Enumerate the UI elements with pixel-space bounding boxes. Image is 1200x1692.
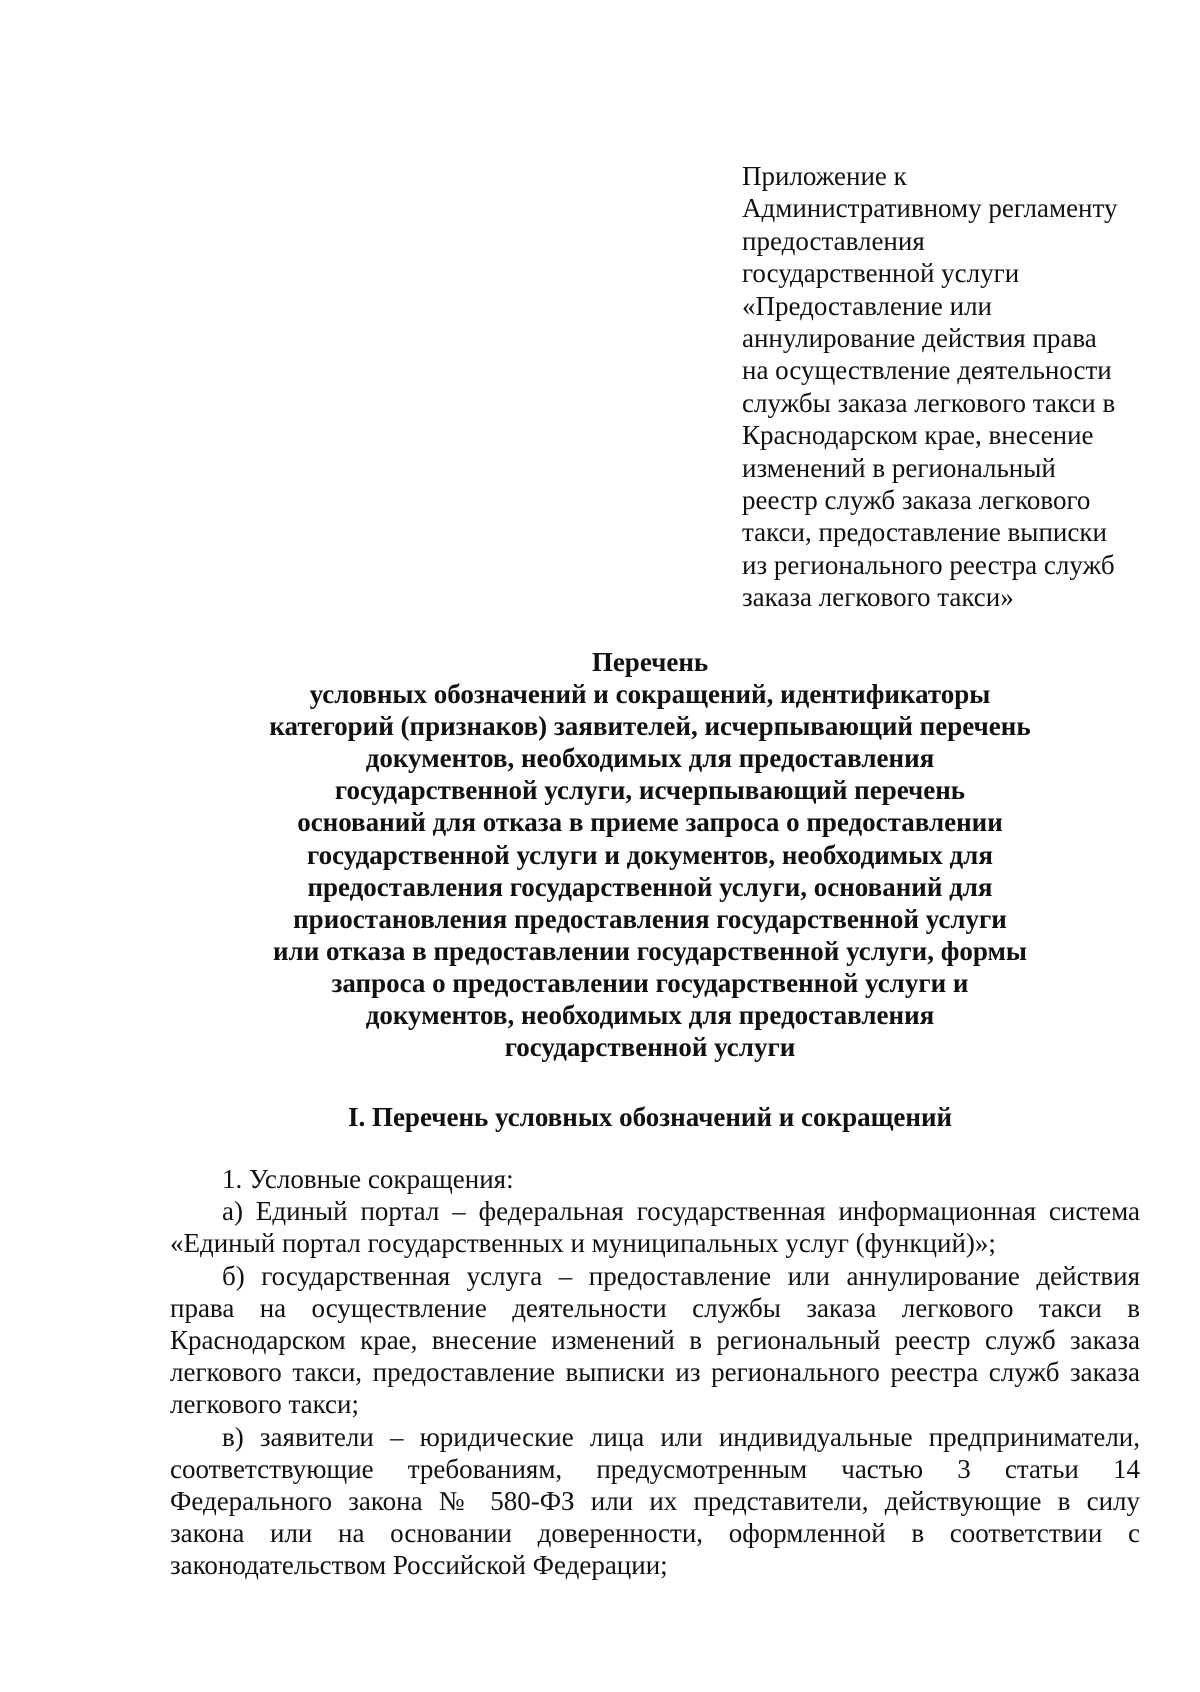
appendix-line: Административному регламенту — [742, 193, 1118, 224]
title-line: Перечень — [591, 647, 709, 677]
title-line: документов, необходимых для предоставления — [365, 743, 935, 774]
title-line: государственной услуги, исчерпывающий перечень — [334, 775, 966, 806]
appendix-line: из регионального реестра служб — [742, 549, 1115, 580]
appendix-line: государственной услуги — [742, 258, 1020, 289]
appendix-line: заказа легкового такси» — [742, 582, 1014, 613]
title-line: условных обозначений и сокращений, идентификаторы — [309, 679, 991, 710]
paragraph-line: права на осуществление деятельности службы заказа легкового такси в — [170, 1292, 1140, 1323]
appendix-line: Краснодарском крае, внесение — [742, 420, 1094, 451]
title-line: государственной услуги — [504, 1032, 796, 1063]
title-line: приостановления предоставления государственной услуги — [293, 903, 1007, 934]
title-line: или отказа в предоставлении государственной услуги, формы — [272, 935, 1027, 966]
title-line: запроса о предоставлении государственной услуги и — [331, 967, 969, 998]
appendix-line: предоставления — [742, 225, 925, 256]
paragraph-line: Федерального закона № 580-ФЗ или их представители, действующие в силу — [170, 1485, 1140, 1516]
title-line: государственной услуги и документов, необходимых для — [307, 839, 993, 870]
title-line: категорий (признаков) заявителей, исчерпывающий перечень — [269, 711, 1031, 742]
title-line: предоставления государственной услуги, оснований для — [307, 871, 993, 902]
paragraph-line: легкового такси, предоставление выписки из регионального реестра служб заказа — [170, 1357, 1140, 1388]
title-line: документов, необходимых для предоставления — [365, 1000, 935, 1031]
appendix-header — [742, 160, 1162, 614]
paragraph-line: а) Единый портал – федеральная государственная информационная система — [222, 1196, 1140, 1227]
document-title — [170, 646, 1130, 1063]
paragraph-line: Краснодарском крае, внесение изменений в региональный реестр служб заказа — [170, 1324, 1140, 1355]
paragraph-line: в) заявители – юридические лица или индивидуальные предприниматели, — [222, 1421, 1140, 1452]
appendix-line: «Предоставление или — [742, 290, 992, 321]
paragraph-line: 1. Условные сокращения: — [222, 1164, 514, 1194]
title-line: оснований для отказа в приеме запроса о предоставлении — [297, 807, 1003, 838]
appendix-line: на осуществление деятельности — [742, 355, 1112, 386]
appendix-line: изменений в региональный — [742, 452, 1056, 483]
paragraph-line: законодательством Российской Федерации; — [170, 1550, 668, 1581]
appendix-line: такси, предоставление выписки — [742, 517, 1107, 548]
appendix-line: службы заказа легкового такси в — [742, 387, 1116, 418]
appendix-line: аннулирование действия права — [742, 323, 1097, 354]
paragraph-line: «Единый портал государственных и муниципальных услуг (функций)»; — [170, 1228, 996, 1259]
body-text — [170, 1163, 1140, 1581]
paragraph-line: соответствующие требованиям, предусмотренным частью 3 статьи 14 — [170, 1453, 1140, 1484]
paragraph-line: легкового такси; — [170, 1389, 359, 1420]
section-heading: I. Перечень условных обозначений и сокращений — [347, 1102, 953, 1132]
appendix-line: Приложение к — [742, 161, 907, 191]
paragraph-line: б) государственная услуга – предоставление или аннулирование действия — [222, 1260, 1140, 1291]
appendix-line: реестр служб заказа легкового — [742, 485, 1091, 516]
paragraph-line: закона или на основании доверенности, оформленной в соответствии с — [170, 1518, 1140, 1549]
